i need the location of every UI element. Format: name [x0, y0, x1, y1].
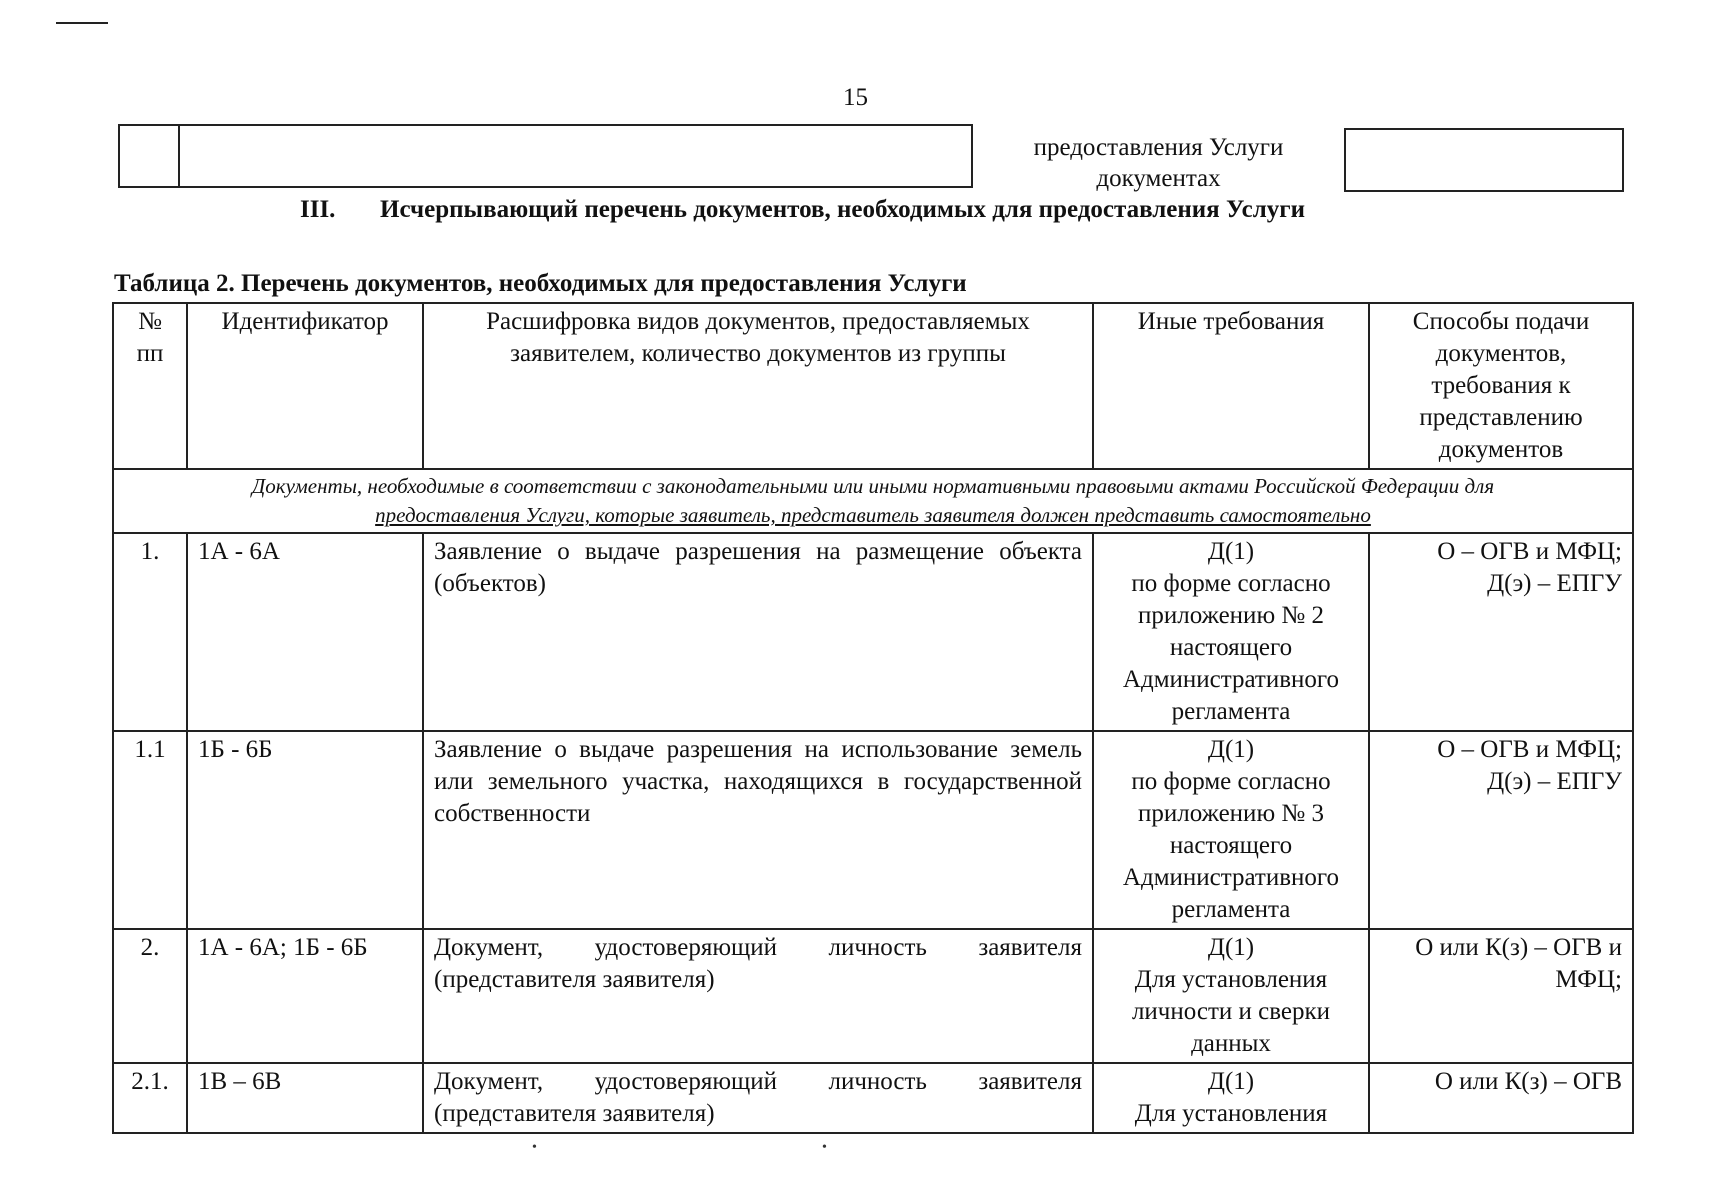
row-num: 2. [113, 929, 187, 1063]
row-num: 2.1. [113, 1063, 187, 1133]
table-row [113, 929, 1633, 1063]
row-description: Документ, удостоверяющий личность заявителя (представителя заявителя) [423, 929, 1093, 1063]
group-row-cell: Документы, необходимые в соответствии с законодательными или иными нормативными правовыми актами Российской Федерации для предоставления Услуги, которые заявитель, представитель заявителя должен представить самостоятельно [113, 469, 1633, 533]
row-methods: О или К(з) – ОГВ и МФЦ; [1369, 929, 1633, 1063]
prev-cell-num [118, 124, 180, 188]
header-requirements: Иные требования [1093, 303, 1369, 469]
row-description: Документ, удостоверяющий личность заявителя (представителя заявителя) [423, 1063, 1093, 1133]
section-title-text: Исчерпывающий перечень документов, необходимых для предоставления Услуги [380, 196, 1305, 223]
scan-artifact-line [56, 22, 108, 24]
table-row [113, 1063, 1633, 1133]
header-description: Расшифровка видов документов, предоставляемых заявителем, количество документов из группы [423, 303, 1093, 469]
row-description: Заявление о выдаче разрешения на размещение объекта (объектов) [423, 533, 1093, 731]
table-row [113, 731, 1633, 929]
header-methods: Способы подачи документов, требования к представлению документов [1369, 303, 1633, 469]
table-row [113, 533, 1633, 731]
row-identifier: 1А - 6А [187, 533, 423, 731]
row-num: 1. [113, 533, 187, 731]
previous-table-continuation [118, 124, 1624, 192]
prev-cell-last [1344, 128, 1624, 192]
row-requirements: Д(1) Для установления личности и сверки данных [1093, 929, 1369, 1063]
prev-cell-identifier [178, 124, 973, 188]
row-description: Заявление о выдаче разрешения на использование земель или земельного участка, находящихся в государственной собственности [423, 731, 1093, 929]
row-requirements: Д(1) Для установления [1093, 1063, 1369, 1133]
documents-table [112, 302, 1634, 1134]
row-requirements: Д(1) по форме согласно приложению № 3 настоящего Административного регламента [1093, 731, 1369, 929]
row-methods: О – ОГВ и МФЦ; Д(э) – ЕПГУ [1369, 731, 1633, 929]
page-number: 15 [843, 84, 868, 111]
row-methods: О или К(з) – ОГВ [1369, 1063, 1633, 1133]
scan-artifact-dot: • [532, 1140, 537, 1155]
header-num: № пп [113, 303, 187, 469]
header-identifier: Идентификатор [187, 303, 423, 469]
row-requirements: Д(1) по форме согласно приложению № 2 настоящего Административного регламента [1093, 533, 1369, 731]
section-number: III. [300, 196, 336, 223]
table-group-row [113, 469, 1633, 533]
scan-artifact-dot: • [822, 1140, 827, 1155]
prev-cell-text: предоставления Услуги документах [1033, 134, 1284, 192]
table-caption: Таблица 2. Перечень документов, необходимых для предоставления Услуги [114, 270, 967, 297]
section-title [300, 196, 1630, 224]
row-identifier: 1А - 6А; 1Б - 6Б [187, 929, 423, 1063]
row-methods: О – ОГВ и МФЦ; Д(э) – ЕПГУ [1369, 533, 1633, 731]
row-identifier: 1В – 6В [187, 1063, 423, 1133]
table-header-row [113, 303, 1633, 469]
row-identifier: 1Б - 6Б [187, 731, 423, 929]
row-num: 1.1 [113, 731, 187, 929]
